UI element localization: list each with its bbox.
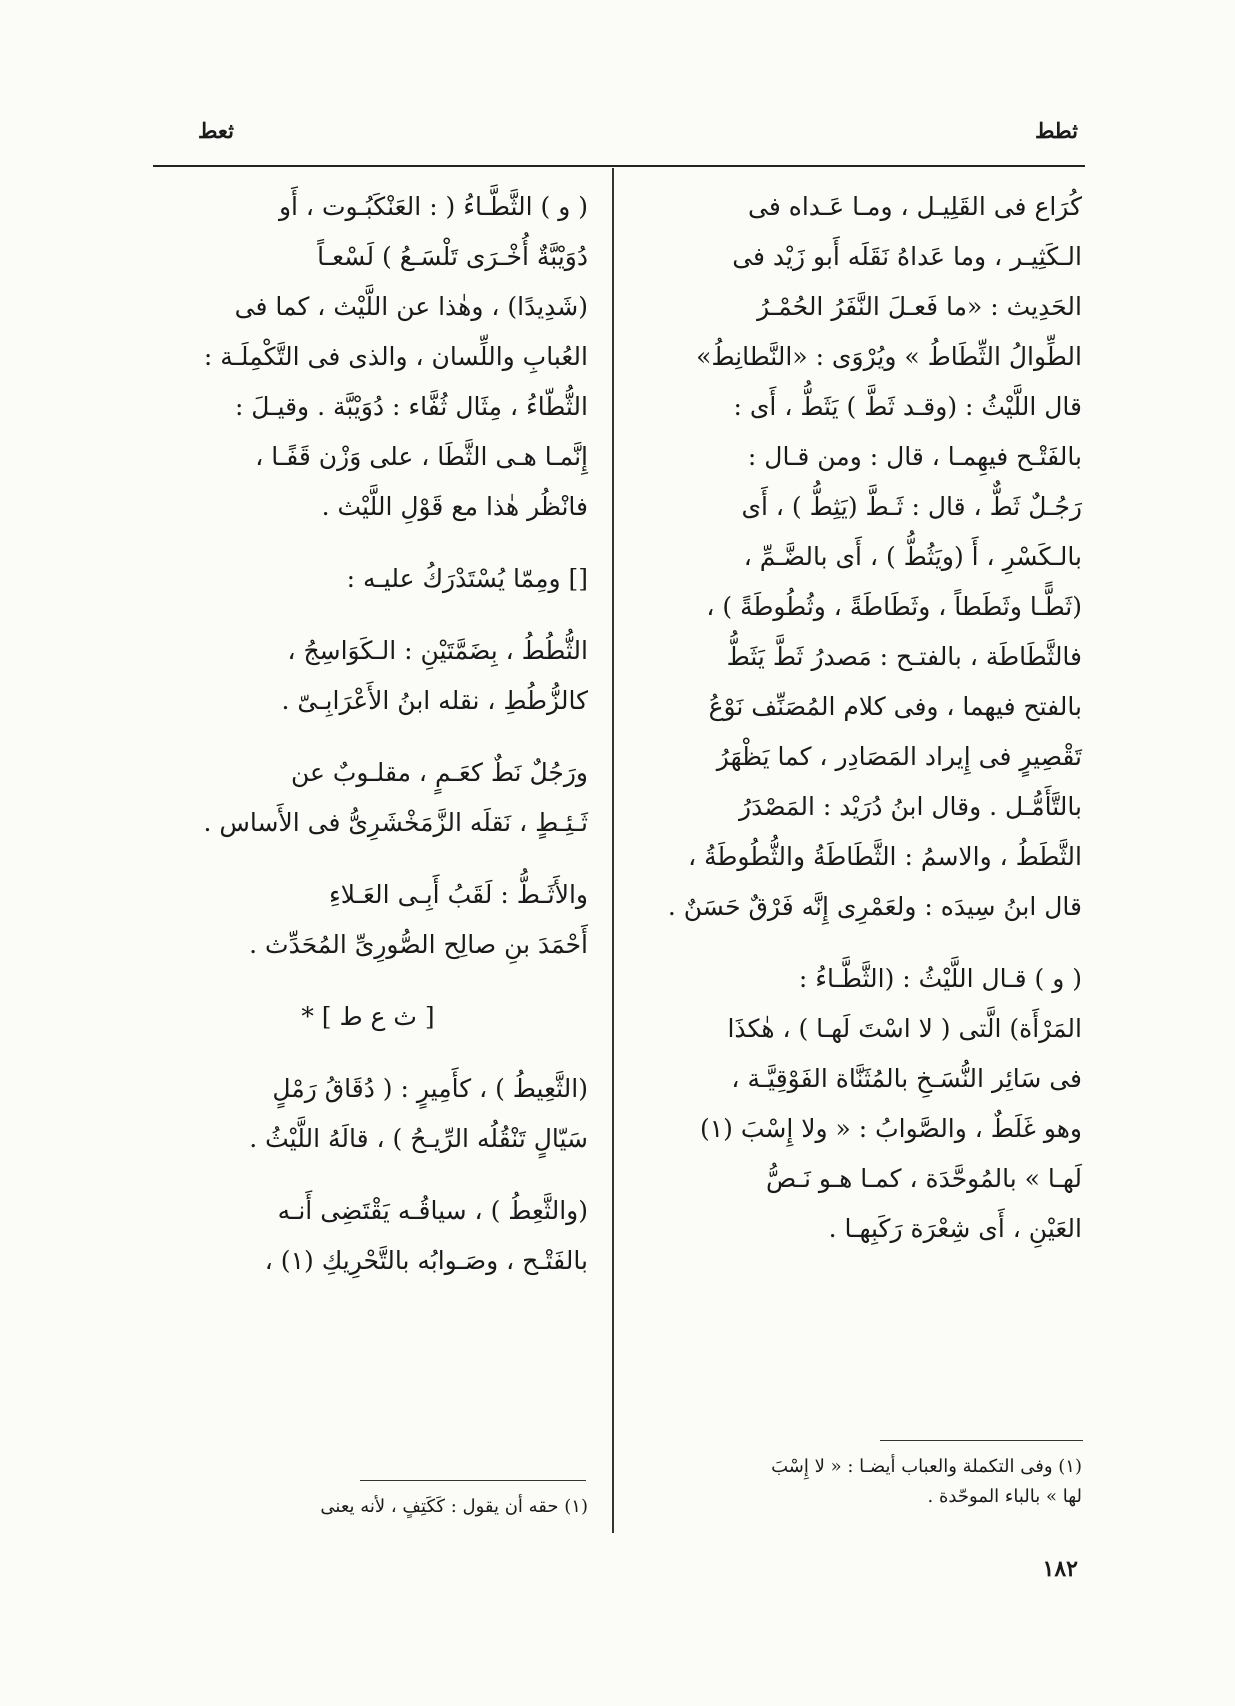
footnote-line: (١) حقه أن يقول : كَكَتِفٍ ، لأنه يعنى (320, 1496, 588, 1517)
text-line: الثُّطُطُ ، بِضَمَّتَيْنِ : الـكَوَاسِجُ ، (287, 636, 588, 665)
text-line: فانْظُر هٰذا مع قَوْلِ اللَّيْث . (321, 492, 588, 521)
text-line: ( و ) الثَّطَّـاءُ ( : العَنْكَبُـوت ، أَو (278, 192, 588, 221)
text-line: كالزُّطُطِ ، نقله ابنُ الأَعْرَابِـىّ . (281, 686, 588, 715)
text-line: ثَـئِـطٍ ، نَقلَه الزَّمَخْشَرِىُّ فى الأَساس . (203, 808, 588, 837)
footnote-line: (١) وفى التكملة والعباب أيضـا : « لا إِسْبَ (771, 1456, 1082, 1477)
text-line: والأَثَـطُّ : لَقَبُ أَبِـى العَـلاءِ (329, 880, 588, 909)
left-column (148, 182, 588, 1286)
text-line: تَقْصِيرٍ فى إِيراد المَصَادِر ، كما يَظْهَرُ (716, 742, 1082, 771)
text-line: أَحْمَدَ بنِ صالِح الصُّورِىِّ المُحَدِّث . (249, 930, 588, 959)
running-header-left: ثعط (198, 118, 234, 143)
text-line: لَهـا » بالمُوحَّدَة ، كمـا هـو نَـصُّ (766, 1164, 1082, 1193)
text-line: ( و ) قـال اللَّيْثُ : (الثَّطَّـاءُ : (798, 964, 1082, 993)
text-line: العَيْنِ ، أَى شِعْرَة رَكَبِهـا . (828, 1214, 1082, 1243)
footnote-right (640, 1452, 1082, 1512)
page-number: ١٨٢ (1042, 1556, 1078, 1582)
text-line: بالتَّأَمُّـل . وقال ابنُ دُرَيْد : المَصْدَرُ (739, 792, 1082, 821)
right-column (640, 182, 1082, 1254)
text-line: الثُّطّاءُ ، مِثَال ثُفَّاء : دُوَيْبَّة . وقيـلَ : (234, 392, 588, 421)
text-line: بالـكَسْرِ ، أَ (ويَثُطُّ ) ، أَى بالضَّـمِّ ، (743, 542, 1082, 571)
text-line: [] ومِمّا يُسْتَدْرَكُ عليـه : (346, 564, 588, 593)
text-line: (ثَطًّـا وثَطَطاً ، وثَطَاطَةً ، وثُطُوطَةً ) ، (706, 592, 1082, 621)
text-line: بالفَتْـح فيهِمـا ، قال : ومن قـال : (747, 442, 1082, 471)
text-line: العُبابِ واللِّسان ، والذى فى التَّكْمِلَـة : (203, 342, 588, 371)
text-line: قال ابنُ سِيدَه : ولعَمْرِى إِنَّه فَرْقٌ حَسَنٌ . (667, 892, 1082, 921)
text-line: فى سَائِر النُّسَـخِ بالمُثَنَّاة الفَوْقِيَّـة ، (731, 1064, 1082, 1093)
footnote-rule-left (360, 1480, 586, 1481)
text-line: (شَدِيدًا) ، وهٰذا عن اللَّيْث ، كما فى (234, 292, 588, 321)
text-line: (والثَّعِطُ ) ، سياقُـه يَقْتَضِى أَنـه (277, 1196, 588, 1225)
text-line: المَرْأَة) الَّتى ( لا اسْتَ لَهـا ) ، هٰكذَا (727, 1014, 1082, 1043)
text-line: (الثَّعِيطُ ) ، كأَمِيرٍ : ( دُقَاقُ رَمْلٍ (272, 1074, 588, 1103)
running-header-right: ثطط (1034, 118, 1078, 143)
footnote-line: لها » بالباء الموحّدة . (927, 1486, 1082, 1507)
text-line: دُوَيْبَّةٌ أُخْـرَى تَلْسَـعُ ) لَسْعـاً (317, 242, 588, 271)
text-line: وهو غَلَطٌ ، والصَّوابُ : « ولا إِسْبَ (١) (699, 1114, 1082, 1143)
text-line: إِنَّمـا هـى الثَّطَا ، على وَزْن قَفًـا ، (255, 442, 588, 471)
text-line: الـكَثِيـر ، وما عَداهُ نَقَلَه أَبو زَيْد فى (732, 242, 1082, 271)
entry-heading: [ ث ع ط ] * (301, 1002, 435, 1031)
text-line: سَيّالٍ تَنْقُلُه الرِّيـحُ ) ، قالَهُ اللَّيْثُ . (249, 1124, 588, 1153)
text-line: قال اللَّيْثُ : (وقـد ثَطَّ ) يَثَطُّ ، أَى : (733, 392, 1082, 421)
footnote-left (148, 1492, 588, 1522)
text-line: الطِّوالُ الثِّطَاطُ » ويُرْوَى : «النَّطانِطُ» (696, 342, 1082, 371)
text-line: فالثَّطَاطَة ، بالفتـح : مَصدرُ ثَطَّ يَثَطُّ (726, 642, 1082, 671)
header-rule (153, 165, 1085, 167)
text-line: ورَجُلٌ نَطٌ كعَـمٍ ، مقلـوبٌ عن (291, 758, 588, 787)
text-line: كُرَاع فى القَلِيـل ، ومـا عَـداه فى (748, 192, 1082, 221)
text-line: بالفَتْـح ، وصَـوابُه بالتَّحْرِيكِ (١) ، (264, 1246, 588, 1275)
footnote-rule-right (880, 1440, 1083, 1441)
column-divider (612, 168, 614, 1533)
text-line: الثَّطَطُ ، والاسمُ : الثَّطَاطَةُ والثُّطُوطَةُ ، (688, 842, 1082, 871)
text-line: بالفتح فيهما ، وفى كلام المُصَنِّف نَوْعُ (708, 692, 1082, 721)
text-line: رَجُـلٌ ثَطٌّ ، قال : ثَـطَّ (يَثِطُّ ) ، أَى (741, 492, 1082, 521)
text-line: الحَدِيث : «ما فَعـلَ النَّفَرُ الحُمْـرُ (757, 292, 1082, 321)
